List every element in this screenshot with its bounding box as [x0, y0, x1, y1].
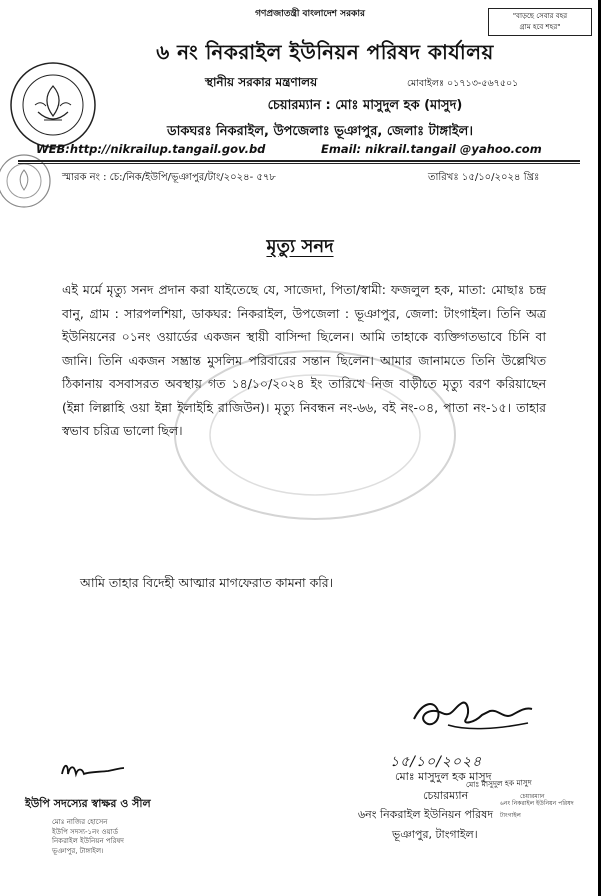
office-address: ডাকঘরঃ নিকরাইল, উপজেলাঃ ভূঞাপুর, জেলাঃ টাঙ্গাইল।	[167, 124, 473, 139]
chairman-line: চেয়ারম্যান : মোঃ মাসুদুল হক (মাসুদ)	[267, 98, 463, 113]
condolence-line: আমি তাহার বিদেহী আত্মার মাগফেরাত কামনা করি।	[80, 575, 334, 590]
header-divider-thin	[18, 163, 580, 164]
header-divider	[18, 160, 580, 162]
chairman-stamp-line-2: ৬নং নিকরাইল ইউনিয়ন পরিষদ	[500, 800, 574, 807]
office-title: ৬ নং নিকরাইল ইউনিয়ন পরিষদ কার্যালয়	[156, 40, 494, 64]
chairman-signature	[408, 685, 538, 745]
chairman-title: চেয়ারম্যান	[423, 789, 469, 802]
document-title: মৃত্যু সনদ	[266, 236, 334, 257]
chairman-stamp-name: মোঃ মাসুদুল হক মাসুদ	[465, 777, 532, 790]
member-stamp	[52, 818, 124, 856]
memo-number: স্মারক নং : চে:/নিক/ইউপি/ভূঞাপুর/টাং/২০২৪- ৫৭৮	[62, 172, 276, 183]
member-signature-label: ইউপি সদস্যের স্বাক্ষর ও সীল	[25, 797, 151, 810]
website-link[interactable]: WEB:http://nikrailup.tangail.gov.bd	[36, 142, 266, 156]
member-stamp-line-2: ইউপি সদস্য-১নং ওয়ার্ড	[52, 827, 118, 836]
slogan-line-1: "বাড়ছে সেবার বহর	[512, 12, 568, 20]
member-stamp-line-4: ভূঞাপুর, টাঙ্গাইল।	[52, 846, 104, 855]
email-link[interactable]: Email: nikrail.tangail @yahoo.com	[321, 142, 542, 156]
certificate-body: এই মর্মে মৃত্যু সনদ প্রদান করা যাইতেছে যে, সাজেদা, পিতা/স্বামী: ফজলুল হক, মাতা: মোছাঃ চন্দ্র বানু, গ্রাম : সারপলশিয়া, ডাকঘর: নিকরাইল, উপজেলা : ভূঞাপুর, জেলা: টাংগাইল। তিনি অত্র ইউনিয়নের ০১নং ওয়ার্ডের একজন স্থায়ী বাসিন্দা ছিলেন। আমি তাহাকে ব্যক্তিগতভাবে চিনি বা জানি। তিনি একজন সম্ভ্রান্ত মুসলিম পরিবারের সন্তান ছিলেন। আমার জানামতে তিনি উল্লেখিত ঠিকানায় বসবাসরত অবস্থায় গত ১৪/১০/২০২৪ ইং তারিখে নিজ বাড়ীতে মৃত্যু বরণ করিয়াছেন (ইন্না লিল্লাহি ওয়া ইন্না ইলাইহি রাজিউন)। মৃত্যু নিবন্ধন নং-৬৬, বই নং-০৪, পাতা নং-১৫। তাহার স্বভাব চরিত্র ভালো ছিল।	[62, 282, 546, 438]
chairman-place: ভূঞাপুর, টাংগাইল।	[392, 828, 478, 841]
slogan-line-2: গ্রাম হবে শহর"	[519, 23, 561, 31]
web-email-row	[36, 142, 576, 156]
mobile-number: মোবাইলঃ ০১৭১৩-৫৬৭৫০১	[407, 78, 519, 89]
member-stamp-line-1: মোঃ নাজির হোসেন	[52, 818, 108, 826]
member-stamp-line-3: নিকরাইল ইউনিয়ন পরিষদ	[52, 837, 124, 845]
chairman-name: মোঃ মাসুদুল হক মাসুদ	[395, 770, 492, 783]
chairman-office: ৬নং নিকরাইল ইউনিয়ন পরিষদ	[358, 808, 494, 821]
handwritten-date: ১৫/১০/২০২৪	[390, 754, 483, 770]
slogan-box	[488, 8, 592, 36]
ministry-name: স্থানীয় সরকার মন্ত্রণালয়	[205, 75, 318, 89]
chairman-stamp-line-1: চেয়ারম্যান	[520, 793, 545, 800]
government-heading: গণপ্রজাতন্ত্রী বাংলাদেশ সরকার	[255, 9, 365, 19]
issue-date: তারিখঃ ১৫/১০/২০২৪ খ্রিঃ	[428, 172, 540, 183]
member-signature	[58, 758, 126, 782]
chairman-stamp-line-3: টাংগাইল	[500, 812, 521, 819]
